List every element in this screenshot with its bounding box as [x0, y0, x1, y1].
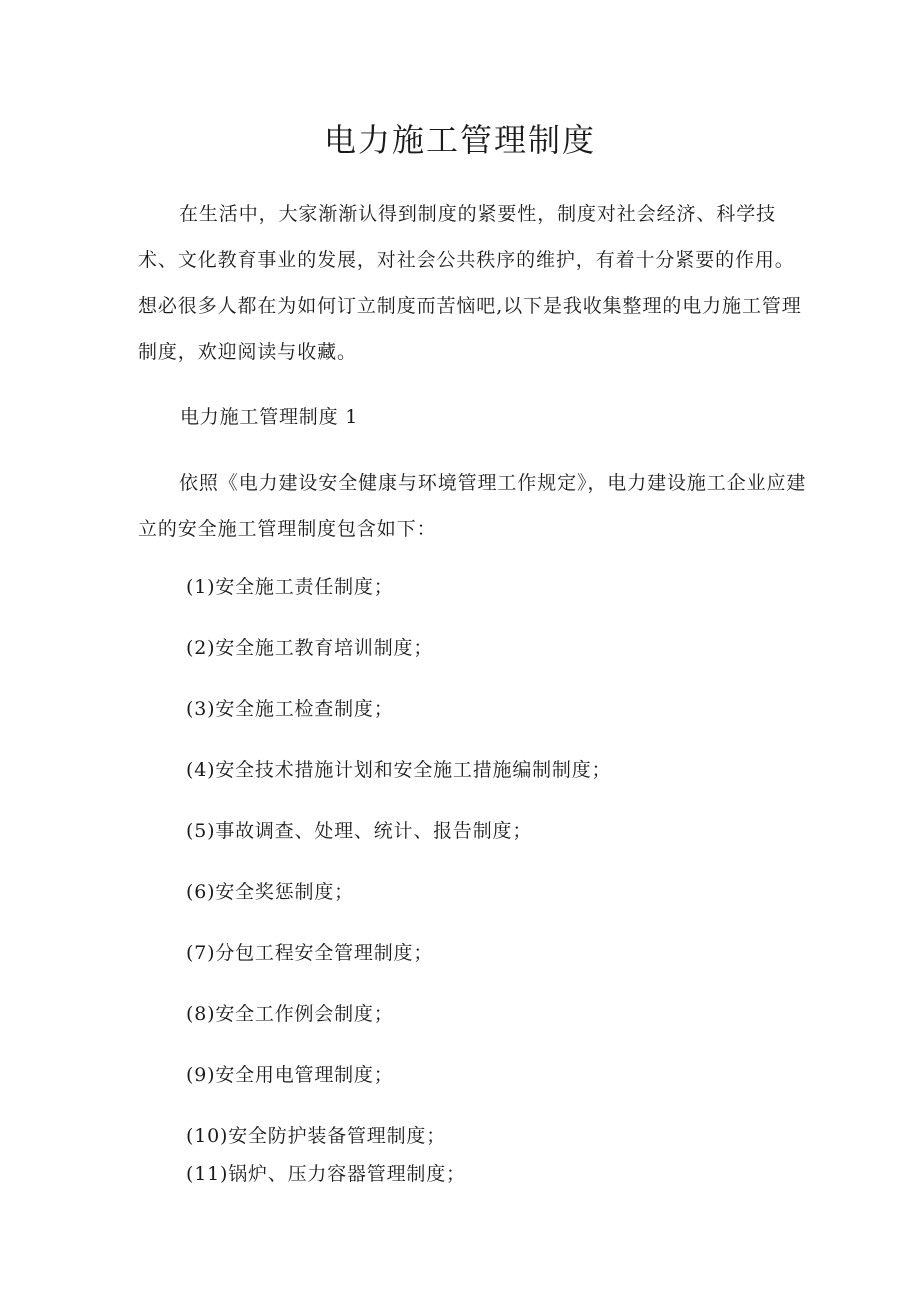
intro-paragraph: 在生活中，大家渐渐认得到制度的紧要性，制度对社会经济、科学技术、文化教育事业的发展，对社会公共秩序的维护，有着十分紧要的作用。想必很多人都在为如何订立制度而苦恼吧,以下是我收集整理的电力施工管理制度，欢迎阅读与收藏。 [138, 203, 802, 363]
document-title: 电力施工管理制度 [323, 121, 596, 159]
list-item: (9)安全用电管理制度； [186, 1064, 394, 1086]
list-item: (1)安全施工责任制度； [186, 576, 394, 598]
list-item: (10)安全防护装备管理制度； [186, 1125, 447, 1147]
list-item: (3)安全施工检查制度； [186, 698, 394, 720]
section-heading: 电力施工管理制度 1 [180, 406, 359, 428]
list-item: (2)安全施工教育培训制度； [186, 637, 434, 659]
system-list [186, 572, 611, 1220]
basis-paragraph: 依照《电力建设安全健康与环境管理工作规定》，电力建设施工企业应建立的安全施工管理制度包含如下： [138, 472, 807, 540]
list-item: (8)安全工作例会制度； [186, 1003, 394, 1025]
list-item: (7)分包工程安全管理制度； [186, 942, 434, 964]
list-item: (4)安全技术措施计划和安全施工措施编制制度； [186, 759, 612, 781]
list-item: (5)事故调查、处理、统计、报告制度； [186, 820, 533, 842]
list-item: (6)安全奖惩制度； [186, 881, 354, 903]
list-item: (11)锅炉、压力容器管理制度； [186, 1163, 466, 1185]
